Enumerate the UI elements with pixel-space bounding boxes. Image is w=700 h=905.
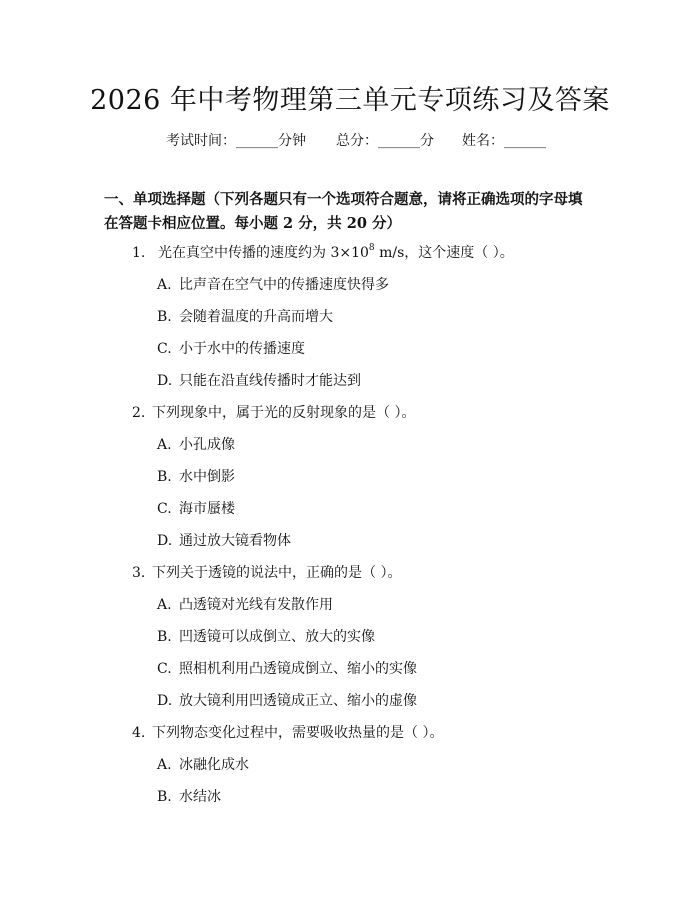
question-number: 4. bbox=[132, 725, 146, 741]
name-field: 姓名：______ bbox=[462, 133, 546, 149]
question-2-option-d bbox=[157, 531, 291, 551]
option-letter: B. bbox=[157, 789, 172, 805]
question-text: m/s，这个速度（ ）。 bbox=[374, 245, 514, 261]
option-text: 冰融化成水 bbox=[179, 757, 249, 773]
total-score-field: 总分：______分 bbox=[336, 133, 434, 149]
question-3-option-a bbox=[157, 595, 333, 615]
option-letter: D. bbox=[157, 533, 173, 549]
exam-info-line bbox=[166, 130, 546, 150]
section-heading: 一、单项选择题（下列各题只有一个选项符合题意，请将正确选项的字母填在答题卡相应位置。每小题 2 分，共 20 分） bbox=[104, 191, 583, 232]
question-4-option-b bbox=[157, 787, 221, 807]
question-number: 3. bbox=[132, 565, 146, 581]
option-letter: C. bbox=[157, 501, 172, 517]
option-letter: A. bbox=[157, 277, 172, 293]
option-letter: C. bbox=[157, 341, 172, 357]
question-4-stem bbox=[132, 723, 443, 743]
question-text: 下列物态变化过程中，需要吸收热量的是（ ）。 bbox=[152, 725, 444, 741]
question-text: 光在真空中传播的速度约为 3×10 bbox=[158, 245, 369, 261]
option-text: 只能在沿直线传播时才能达到 bbox=[179, 373, 361, 389]
option-letter: C. bbox=[157, 661, 172, 677]
question-text: 下列关于透镜的说法中，正确的是（ ）。 bbox=[152, 565, 402, 581]
question-1-option-b bbox=[157, 307, 333, 327]
question-1-option-a bbox=[157, 275, 389, 295]
question-4-option-a bbox=[157, 755, 249, 775]
question-1-option-c bbox=[157, 339, 305, 359]
option-letter: A. bbox=[157, 597, 172, 613]
option-text: 通过放大镜看物体 bbox=[179, 533, 291, 549]
option-text: 会随着温度的升高而增大 bbox=[179, 309, 333, 325]
option-text: 凹透镜可以成倒立、放大的实像 bbox=[179, 629, 375, 645]
question-number: 1. bbox=[132, 245, 146, 261]
option-text: 水结冰 bbox=[179, 789, 221, 805]
question-1-option-d bbox=[157, 371, 361, 391]
question-3-option-b bbox=[157, 627, 375, 647]
option-text: 放大镜利用凹透镜成正立、缩小的虚像 bbox=[179, 693, 417, 709]
question-2-option-b bbox=[157, 467, 235, 487]
option-text: 水中倒影 bbox=[179, 469, 235, 485]
option-letter: D. bbox=[157, 373, 173, 389]
option-letter: D. bbox=[157, 693, 173, 709]
question-2-option-c bbox=[157, 499, 235, 519]
question-2-stem bbox=[132, 403, 415, 423]
question-1-stem bbox=[132, 243, 514, 263]
option-letter: A. bbox=[157, 757, 172, 773]
option-letter: B. bbox=[157, 309, 172, 325]
option-text: 小孔成像 bbox=[179, 437, 235, 453]
page-title: 2026 年中考物理第三单元专项练习及答案 bbox=[90, 85, 610, 116]
question-text: 下列现象中，属于光的反射现象的是（ ）。 bbox=[152, 405, 416, 421]
exam-time-field: 考试时间：______分钟 bbox=[166, 133, 306, 149]
option-letter: A. bbox=[157, 437, 172, 453]
question-number: 2. bbox=[132, 405, 146, 421]
question-3-option-c bbox=[157, 659, 417, 679]
option-text: 凸透镜对光线有发散作用 bbox=[179, 597, 333, 613]
option-letter: B. bbox=[157, 629, 172, 645]
question-2-option-a bbox=[157, 435, 235, 455]
question-text-superscript: 8 bbox=[368, 243, 375, 253]
option-text: 小于水中的传播速度 bbox=[179, 341, 305, 357]
option-text: 照相机利用凸透镜成倒立、缩小的实像 bbox=[179, 661, 417, 677]
question-3-option-d bbox=[157, 691, 417, 711]
option-text: 比声音在空气中的传播速度快得多 bbox=[179, 277, 389, 293]
option-letter: B. bbox=[157, 469, 172, 485]
question-3-stem bbox=[132, 563, 401, 583]
option-text: 海市蜃楼 bbox=[179, 501, 235, 517]
